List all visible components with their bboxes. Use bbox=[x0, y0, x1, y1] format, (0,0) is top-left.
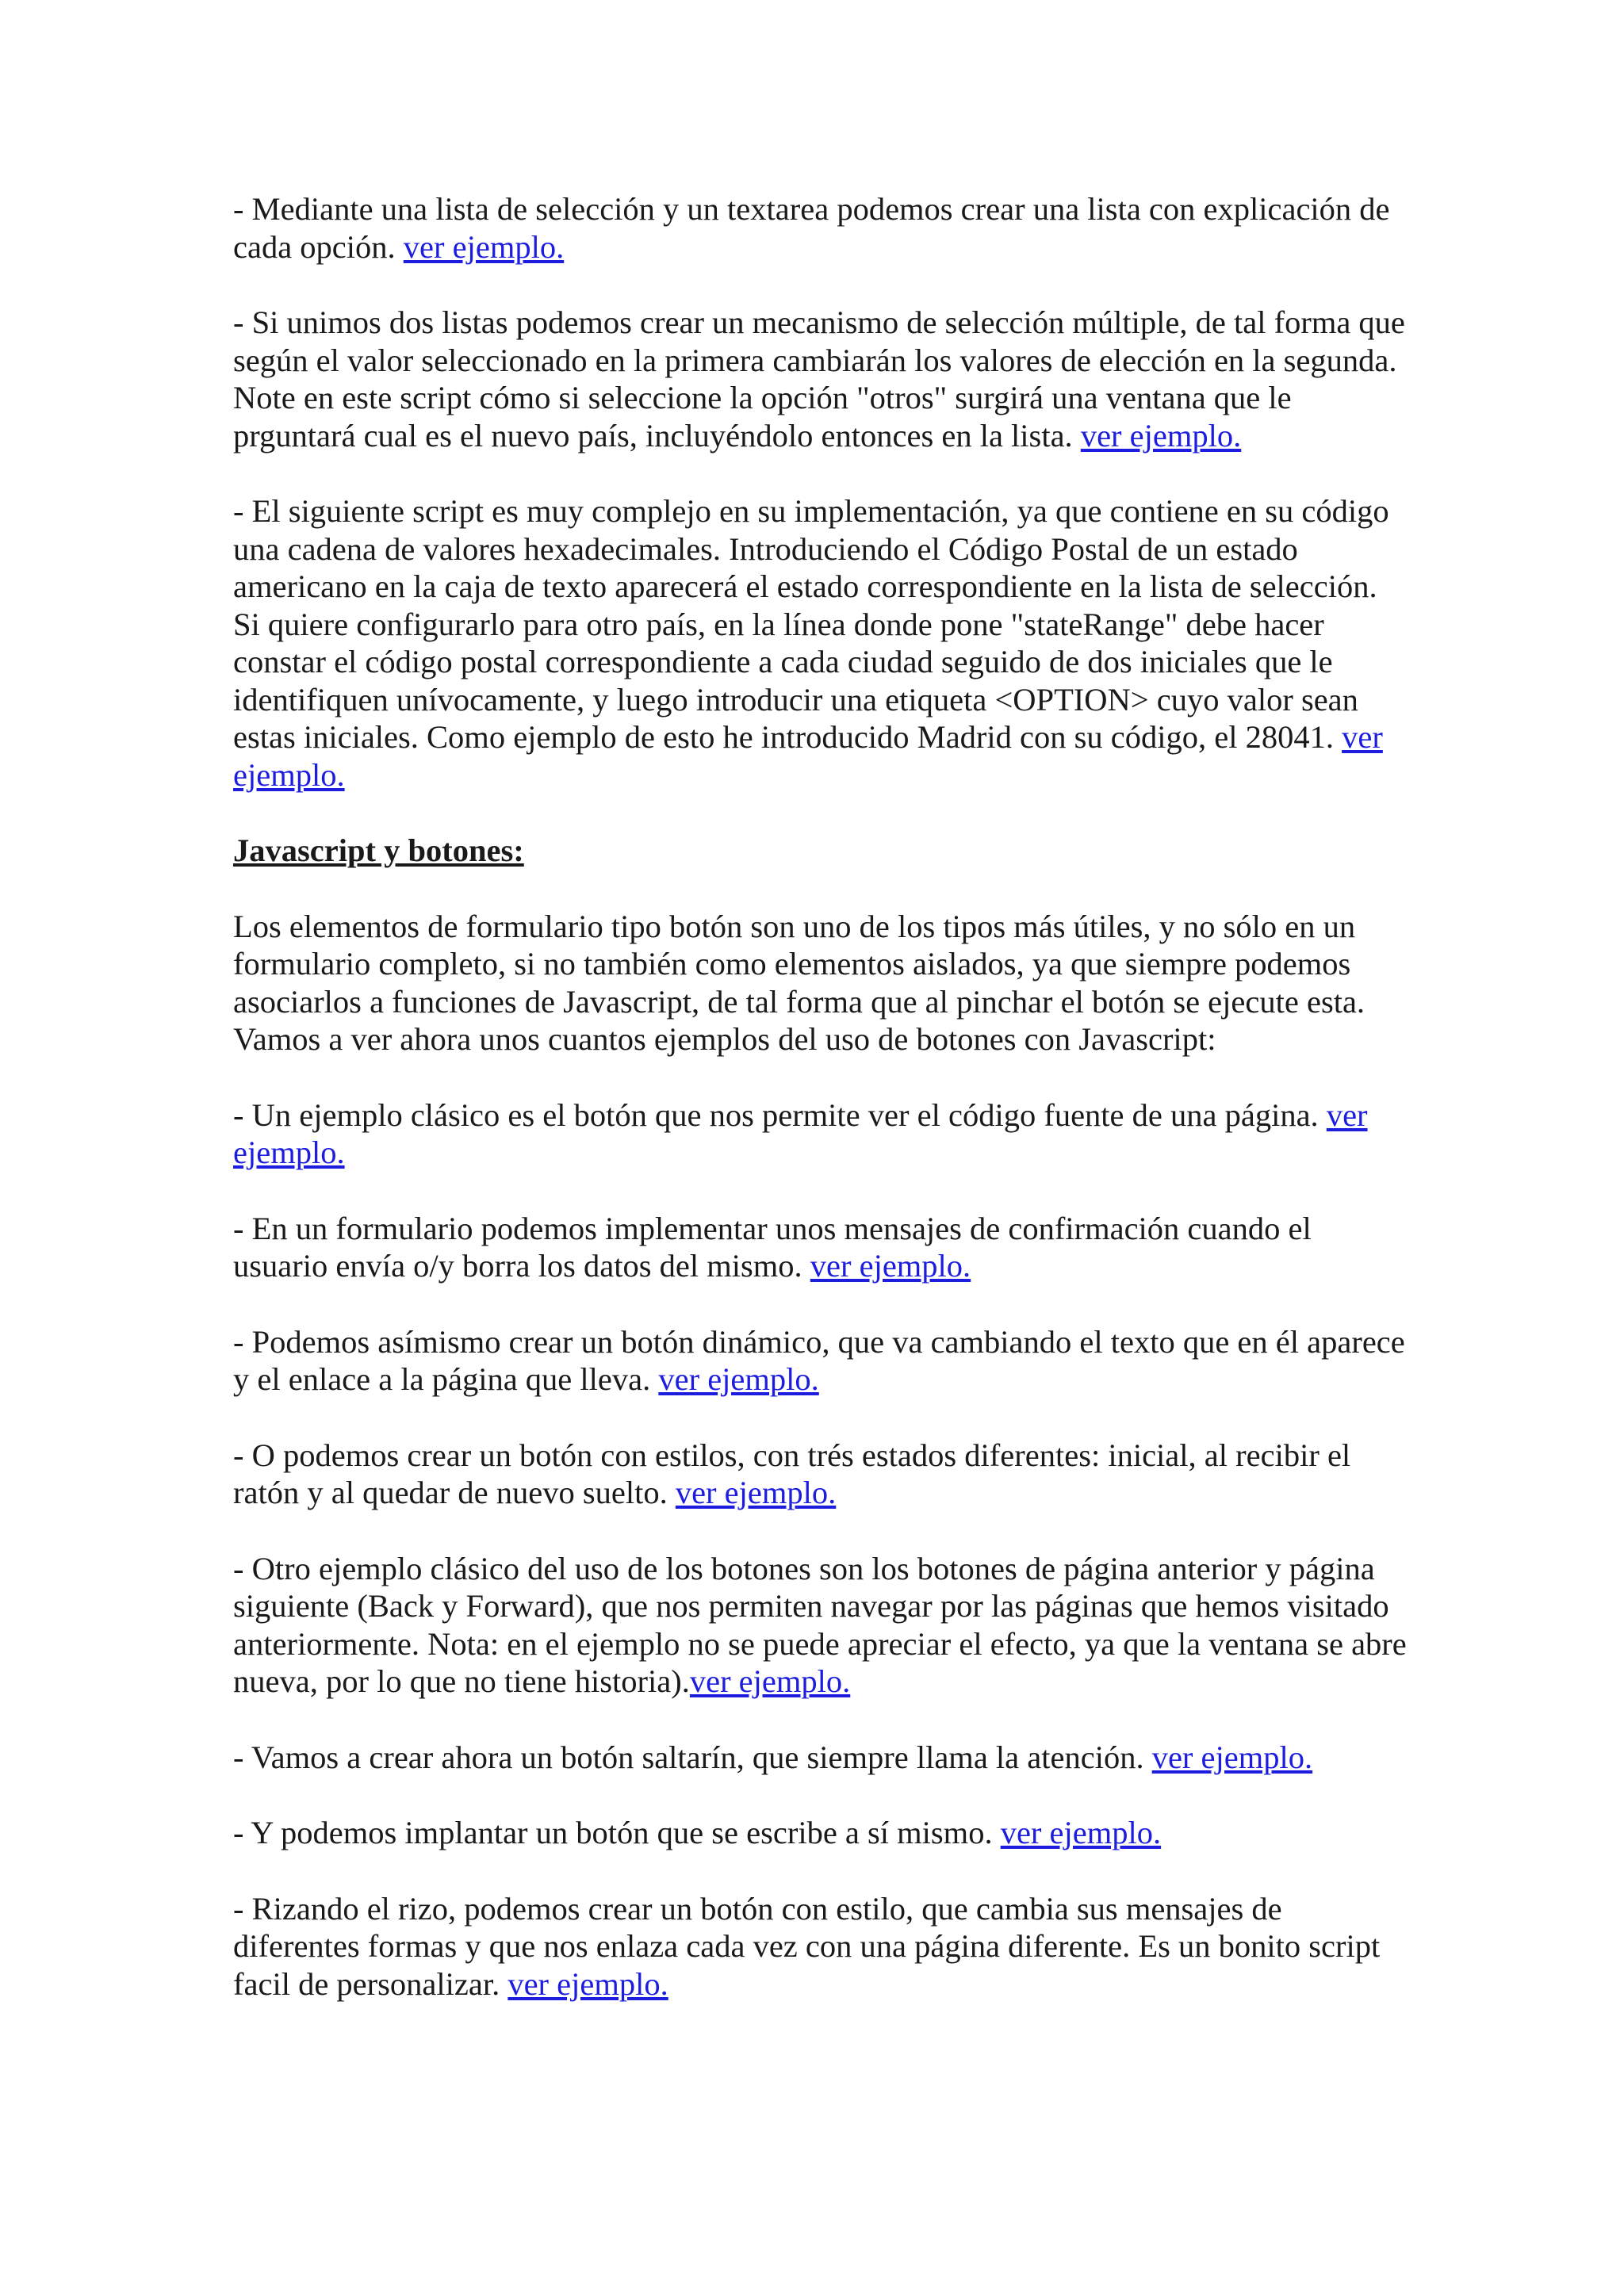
paragraph-text: - Un ejemplo clásico es el botón que nos permite ver el código fuente de una página. bbox=[233, 1096, 1327, 1133]
paragraph-select-textarea bbox=[233, 190, 1407, 266]
ver-ejemplo-link[interactable]: ver ejemplo. bbox=[810, 1248, 971, 1284]
paragraph-text: - Vamos a crear ahora un botón saltarín, que siempre llama la atención. bbox=[233, 1739, 1152, 1775]
paragraph-rotating-button bbox=[233, 1890, 1407, 2003]
ver-ejemplo-link[interactable]: ver ejemplo. bbox=[689, 1663, 851, 1699]
paragraph-back-forward bbox=[233, 1550, 1407, 1701]
ver-ejemplo-link[interactable]: ver ejemplo. bbox=[1000, 1815, 1162, 1850]
section-intro: Los elementos de formulario tipo botón son uno de los tipos más útiles, y no sólo en un formulario completo, si no también como elementos aislados, ya que siempre podemos asociarlos a funciones de Javascript, de tal forma que al pinchar el botón se ejecute esta. Vamos a ver ahora unos cuantos ejemplos del uso de botones con Javascript: bbox=[233, 908, 1365, 1057]
paragraph-self-writing-button bbox=[233, 1814, 1407, 1852]
ver-ejemplo-link[interactable]: ver ejemplo. bbox=[403, 228, 565, 265]
section-heading: Javascript y botones: bbox=[233, 832, 524, 868]
paragraph-styled-button bbox=[233, 1437, 1407, 1512]
ver-ejemplo-link[interactable]: ver ejemplo. bbox=[1151, 1739, 1313, 1775]
paragraph-text: - El siguiente script es muy complejo en su implementación, ya que contiene en su código una cadena de valores hexadecimales. Introduciendo el Código Postal de un estado americano en la caja de texto aparecerá el estado correspondiente en la lista de selección. Si quiere configurarlo para otro país, en la línea donde pone "stateRange" debe hacer constar el código postal correspondiente a cada ciudad seguido de dos iniciales que le identifiquen unívocamente, y luego introducir una etiqueta <OPTION> cuyo valor sean estas iniciales. Como ejemplo de esto he introducido Madrid con su código, el 28041. bbox=[233, 493, 1389, 755]
ver-ejemplo-link[interactable]: ver ejemplo. bbox=[233, 1096, 1368, 1170]
paragraph-text: - En un formulario podemos implementar unos mensajes de confirmación cuando el usuario envía o/y borra los datos del mismo. bbox=[233, 1210, 1312, 1284]
paragraph-postal-code bbox=[233, 492, 1407, 794]
ver-ejemplo-link[interactable]: ver ejemplo. bbox=[233, 719, 1383, 793]
paragraph-confirm-messages bbox=[233, 1210, 1407, 1285]
ver-ejemplo-link[interactable]: ver ejemplo. bbox=[508, 1965, 668, 2002]
paragraph-dual-lists bbox=[233, 304, 1407, 454]
paragraph-text: - Mediante una lista de selección y un textarea podemos crear una lista con explicación de cada opción. bbox=[233, 191, 1390, 265]
paragraph-text: - Y podemos implantar un botón que se escribe a sí mismo. bbox=[233, 1815, 1001, 1850]
paragraph-text: - Otro ejemplo clásico del uso de los botones son los botones de página anterior y página siguiente (Back y Forward), que nos permiten navegar por las páginas que hemos visitado anteriormente. Nota: en el ejemplo no se puede apreciar el efecto, ya que la ventana se abre nueva, por lo que no tiene historia). bbox=[233, 1550, 1407, 1699]
document-body bbox=[233, 190, 1407, 2041]
ver-ejemplo-link[interactable]: ver ejemplo. bbox=[1080, 417, 1242, 453]
ver-ejemplo-link[interactable]: ver ejemplo. bbox=[658, 1361, 819, 1397]
paragraph-text: - Si unimos dos listas podemos crear un mecanismo de selección múltiple, de tal forma que según el valor seleccionado en la primera cambiarán los valores de elección en la segunda. Note en este script cómo si seleccione la opción "otros" surgirá una ventana que le prguntará cual es el nuevo país, incluyéndolo entonces en la lista. bbox=[233, 304, 1405, 453]
paragraph-dynamic-button bbox=[233, 1323, 1407, 1399]
paragraph-text: - Rizando el rizo, podemos crear un botón con estilo, que cambia sus mensajes de diferentes formas y que nos enlaza cada vez con una página diferente. Es un bonito script facil de personalizar. bbox=[233, 1890, 1381, 2002]
ver-ejemplo-link[interactable]: ver ejemplo. bbox=[675, 1475, 837, 1510]
paragraph-text: - O podemos crear un botón con estilos, con trés estados diferentes: inicial, al recibir el ratón y al quedar de nuevo suelto. bbox=[233, 1437, 1351, 1510]
paragraph-text: - Podemos asímismo crear un botón dinámico, que va cambiando el texto que en él aparece y el enlace a la página que lleva. bbox=[233, 1323, 1405, 1397]
paragraph-view-source bbox=[233, 1096, 1407, 1172]
paragraph-jumping-button bbox=[233, 1739, 1407, 1777]
